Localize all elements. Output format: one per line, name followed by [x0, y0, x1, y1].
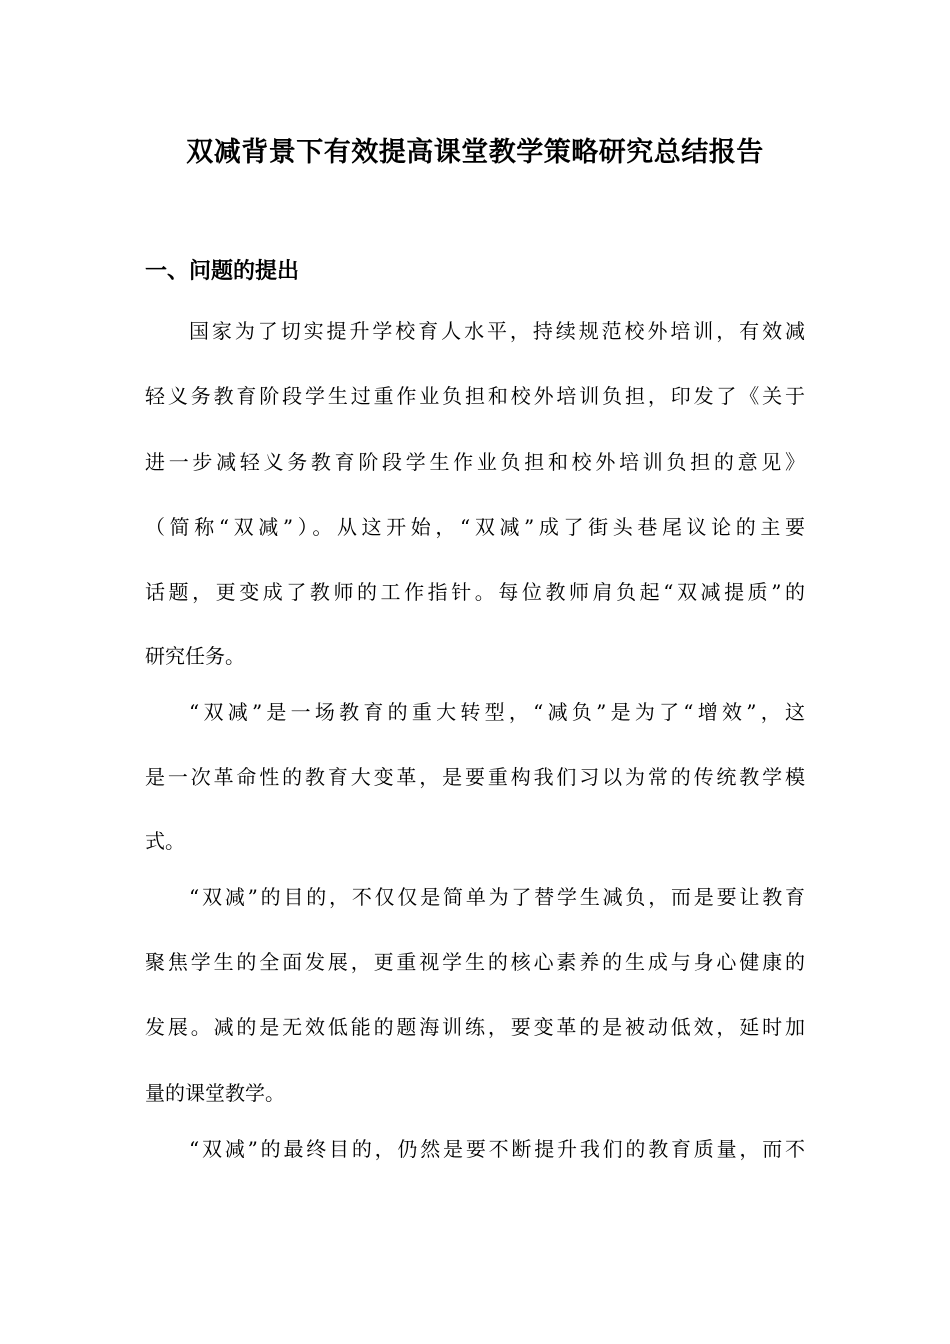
paragraph-line: 聚焦学生的全面发展，更重视学生的核心素养的生成与身心健康的: [145, 950, 805, 974]
section-heading: 一、问题的提出: [145, 258, 300, 284]
paragraph-line: 进一步减轻义务教育阶段学生作业负担和校外培训负担的意见》: [145, 450, 805, 474]
paragraph-line: 发展。减的是无效低能的题海训练，要变革的是被动低效，延时加: [145, 1015, 805, 1039]
paragraph-line: 轻义务教育阶段学生过重作业负担和校外培训负担，印发了《关于: [145, 384, 805, 408]
paragraph-line: “双减”的最终目的，仍然是要不断提升我们的教育质量，而不: [189, 1137, 805, 1161]
paragraph-line: 研究任务。: [145, 644, 245, 668]
paragraph-line: “双减”是一场教育的重大转型，“减负”是为了“增效”，这: [189, 700, 805, 724]
paragraph-line: 话题，更变成了教师的工作指针。每位教师肩负起“双减提质”的: [145, 580, 805, 604]
paragraph-line: 是一次革命性的教育大变革，是要重构我们习以为常的传统教学模: [145, 765, 805, 789]
document-title: 双减背景下有效提高课堂教学策略研究总结报告: [186, 137, 764, 168]
paragraph-line: 量的课堂教学。: [145, 1081, 285, 1105]
paragraph-line: “双减”的目的，不仅仅是简单为了替学生减负，而是要让教育: [189, 885, 805, 909]
paragraph-line: 式。: [145, 829, 185, 853]
paragraph-line: 国家为了切实提升学校育人水平，持续规范校外培训，有效减: [189, 319, 805, 343]
paragraph-line: （简称“双减”）。从这开始，“双减”成了街头巷尾议论的主要: [145, 515, 805, 539]
